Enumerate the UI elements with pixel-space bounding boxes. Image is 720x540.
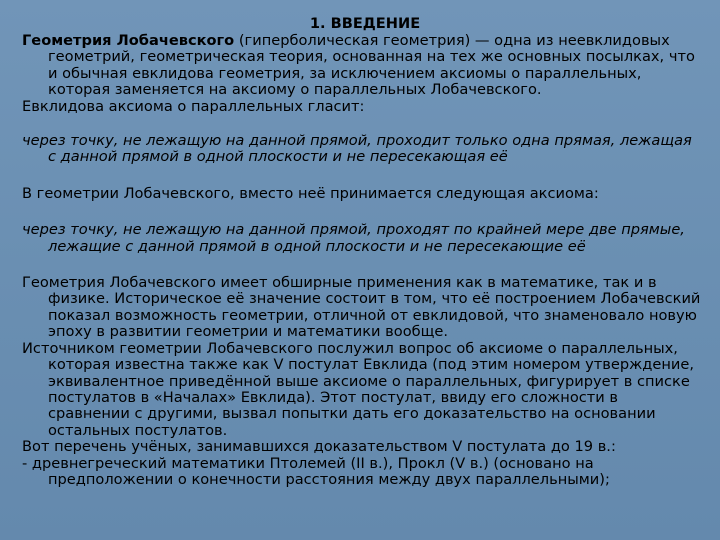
scientists-intro: Вот перечень учёных, занимавшихся доказательством V постулата до 19 в.: (22, 438, 616, 456)
slide-title: 1. ВВЕДЕНИЕ (309, 15, 421, 32)
intro-paragraph (22, 33, 702, 99)
intro-text: (гиперболическая геометрия) — одна из неевклидовых геометрий, геометрическая теория, основанная на тех же основных посылках, что и обычная евклидова геометрия, за исключением аксиомы о параллельных, которая заменяется на аксиому о параллельных Лобачевского. (48, 32, 695, 99)
scientists-item: - древнегреческий математики Птолемей (II в.), Прокл (V в.) (основано на предположении о конечности расстояния между двух параллельными); (22, 454, 610, 488)
source-paragraph: Источником геометрии Лобачевского послужил вопрос об аксиоме о параллельных, которая известна также как V постулат Евклида (под этим номером утверждение, эквивалентное приведённой выше аксиоме о параллельных, фигурирует в списке постулатов в «Началах» Евклида). Этот постулат, ввиду его сложности в сравнении с другими, вызвал попытки дать его доказательство на основании остальных постулатов. (22, 339, 694, 439)
lobachevsky-intro: В геометрии Лобачевского, вместо неё принимается следующая аксиома: (22, 184, 599, 202)
lobachevsky-axiom: через точку, не лежащую на данной прямой, проходят по крайней мере две прямые, лежащие с данной прямой в одной плоскости и не пересекающие её (22, 221, 685, 255)
euclid-axiom: через точку, не лежащую на данной прямой, проходит только одна прямая, лежащая с данной прямой в одной плоскости и не пересекающая её (22, 132, 692, 166)
intro-term: Геометрия Лобачевского (22, 32, 235, 49)
applications-paragraph: Геометрия Лобачевского имеет обширные применения как в математике, так и в физике. Историческое её значение состоит в том, что её построением Лобачевский показал возможность геометрии, отличной от евклидовой, что знаменовало новую эпоху в развитии геометрии и математики вообще. (22, 274, 701, 341)
euclid-intro: Евклидова аксиома о параллельных гласит: (22, 97, 365, 115)
